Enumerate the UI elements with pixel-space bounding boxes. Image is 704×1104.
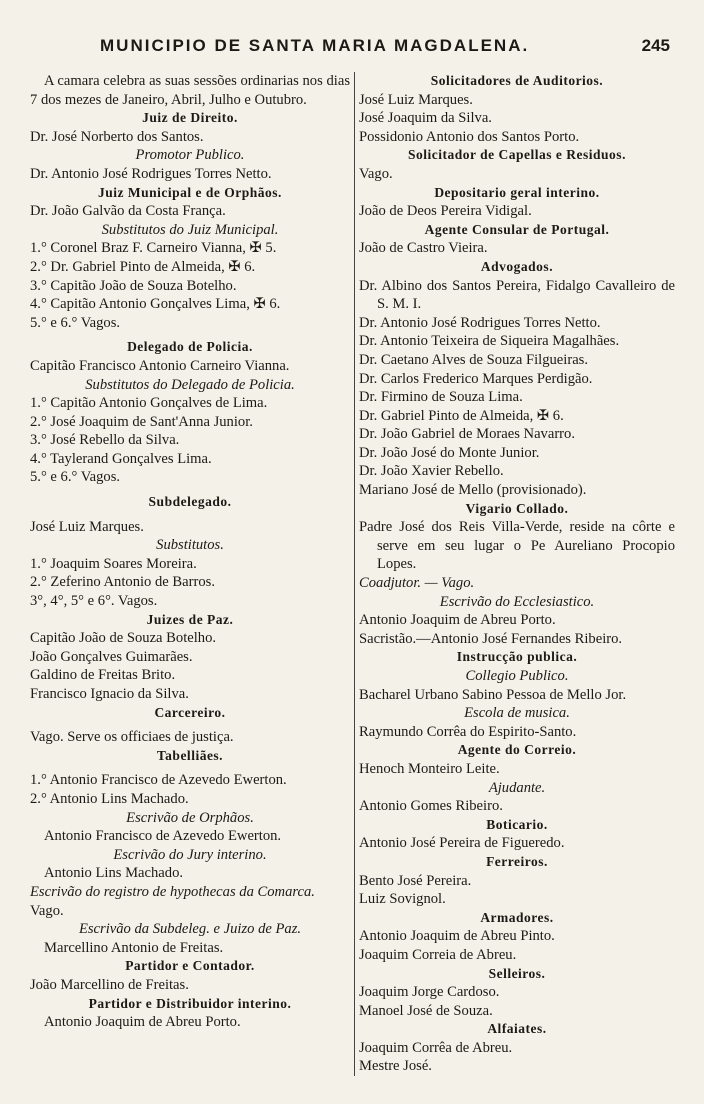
entry: Antonio Lins Machado.	[44, 865, 184, 882]
subheading: Escrivão do registro de hypothecas da Comarca.	[30, 883, 315, 900]
section-heading: Subdelegado.	[148, 494, 232, 510]
section-heading: Juiz Municipal e de Orphãos.	[98, 184, 282, 200]
entry: Raymundo Corrêa do Espirito-Santo.	[359, 723, 577, 740]
list-item: Dr. Antonio Teixeira de Siqueira Magalhães.	[359, 333, 620, 350]
list-item: 3°, 4°, 5° e 6°. Vagos.	[30, 593, 158, 610]
subheading: Escrivão da Subdeleg. e Juizo de Paz.	[78, 921, 302, 938]
list-item: 2.° Dr. Gabriel Pinto de Almeida, ✠ 6.	[30, 258, 256, 275]
list-item: Antonio Joaquim de Abreu Pinto.	[359, 928, 555, 945]
entry: Dr. Antonio José Rodrigues Torres Netto.	[30, 165, 272, 182]
section-heading: Ferreiros.	[486, 853, 548, 869]
entry: Sacristão.—Antonio José Fernandes Ribeiro.	[359, 630, 623, 647]
section-heading: Juizes de Paz.	[146, 611, 234, 627]
subheading: Substitutos.	[156, 537, 224, 554]
list-item: 5.° e 6.° Vagos.	[30, 314, 121, 331]
section-heading: Tabelliães.	[156, 747, 224, 763]
entry: Marcellino Antonio de Freitas.	[44, 939, 224, 956]
page-title: MUNICIPIO DE SANTA MARIA MAGDALENA.	[100, 36, 530, 55]
list-item: Luiz Sovignol.	[359, 891, 446, 908]
list-item: 3.° Capitão João de Souza Botelho.	[30, 277, 237, 294]
subheading: Escrivão do Ecclesiastico.	[439, 593, 595, 610]
section-heading: Selleiros.	[488, 965, 546, 981]
entry: Bacharel Urbano Sabino Pessoa de Mello Jor.	[359, 686, 627, 703]
list-item: José Joaquim da Silva.	[359, 110, 492, 127]
entry: Antonio Joaquim de Abreu Porto.	[359, 612, 556, 629]
list-item: José Luiz Marques.	[359, 91, 473, 108]
section-heading: Solicitador de Capellas e Residuos.	[408, 147, 626, 163]
entry: Dr. João Galvão da Costa França.	[30, 203, 226, 220]
left-column	[30, 72, 354, 1076]
entry: Vago.	[359, 165, 393, 182]
entry: José Luiz Marques.	[30, 518, 144, 535]
section-heading: Solicitadores de Auditorios.	[430, 73, 604, 88]
list-item: Galdino de Freitas Brito.	[30, 667, 176, 684]
entry: Capitão Francisco Antonio Carneiro Vianna.	[30, 357, 290, 374]
list-item: Dr. Albino dos Santos Pereira, Fidalgo Cavalleiro de S. M. I.	[359, 277, 675, 313]
list-item: Dr. João Gabriel de Moraes Navarro.	[359, 426, 575, 443]
section-heading: Carcereiro.	[154, 704, 226, 720]
subheading: Collegio Publico.	[465, 668, 569, 684]
list-item: Capitão João de Souza Botelho.	[30, 630, 217, 647]
list-item: 1.° Antonio Francisco de Azevedo Ewerton.	[30, 772, 287, 789]
list-item: 1.° Capitão Antonio Gonçalves de Lima.	[30, 395, 268, 412]
list-item: Joaquim Corrêa de Abreu.	[359, 1039, 513, 1056]
list-item: Dr. Firmino de Souza Lima.	[359, 389, 523, 406]
entry: João de Deos Pereira Vidigal.	[359, 203, 532, 220]
entry: Padre José dos Reis Villa-Verde, reside na côrte e serve em seu lugar o Pe Aureliano Procopio Lopes.	[359, 519, 675, 573]
entry: Antonio Francisco de Azevedo Ewerton.	[44, 828, 282, 845]
section-heading: Alfaiates.	[487, 1021, 547, 1037]
list-item: 3.° José Rebello da Silva.	[30, 432, 180, 449]
list-item: Dr. Antonio José Rodrigues Torres Netto.	[359, 314, 601, 331]
subheading: Ajudante.	[488, 779, 546, 796]
section-heading: Partidor e Contador.	[125, 958, 255, 974]
subheading: Substitutos do Juiz Municipal.	[101, 221, 279, 238]
list-item: 2.° Zeferino Antonio de Barros.	[30, 574, 215, 591]
section-heading: Juiz de Direito.	[142, 110, 238, 126]
section-heading: Agente do Correio.	[457, 742, 577, 758]
subheading: Escola de musica.	[464, 705, 570, 722]
list-item: Dr. Carlos Frederico Marques Perdigão.	[359, 370, 593, 387]
entry: Vago.	[30, 902, 64, 919]
list-item: 2.° Antonio Lins Machado.	[30, 790, 189, 807]
entry: Antonio Joaquim de Abreu Porto.	[44, 1014, 241, 1031]
list-item: Francisco Ignacio da Silva.	[30, 686, 189, 702]
section-heading: Vigario Collado.	[465, 500, 569, 516]
section-heading: Advogados.	[480, 258, 554, 274]
subheading: Escrivão de Orphãos.	[126, 809, 254, 826]
intro-paragraph: A camara celebra as suas sessões ordinarias nos dias 7 dos mezes de Janeiro, Abril, Julho e Outubro.	[30, 73, 350, 108]
list-item: 4.° Capitão Antonio Gonçalves Lima, ✠ 6.	[30, 296, 281, 313]
list-item: 1.° Coronel Braz F. Carneiro Vianna, ✠ 5.	[30, 240, 277, 257]
subheading: Substitutos do Delegado de Policia.	[85, 376, 295, 393]
entry: Dr. José Norberto dos Santos.	[30, 128, 204, 145]
list-item: Mariano José de Mello (provisionado).	[359, 482, 587, 499]
section-heading: Depositario geral interino.	[434, 184, 600, 200]
page-header	[100, 36, 670, 56]
section-heading: Partidor e Distribuidor interino.	[88, 995, 292, 1011]
entry: Henoch Monteiro Leite.	[359, 760, 500, 777]
list-item: João Gonçalves Guimarães.	[30, 648, 193, 665]
list-item: Manoel José de Souza.	[359, 1002, 493, 1019]
list-item: Dr. João José do Monte Junior.	[359, 444, 540, 461]
list-item: 4.° Taylerand Gonçalves Lima.	[30, 450, 212, 467]
list-item: Joaquim Correia de Abreu.	[359, 946, 517, 963]
entry: João de Castro Vieira.	[359, 240, 488, 257]
list-item: Dr. Gabriel Pinto de Almeida, ✠ 6.	[359, 407, 564, 424]
entry: Vago. Serve os officiaes de justiça.	[30, 729, 234, 746]
list-item: 1.° Joaquim Soares Moreira.	[30, 555, 197, 572]
section-heading: Delegado de Policia.	[127, 339, 253, 355]
entry: Antonio Gomes Ribeiro.	[359, 798, 503, 815]
entry: João Marcellino de Freitas.	[30, 976, 189, 993]
list-item: Bento José Pereira.	[359, 872, 472, 889]
list-item: Dr. João Xavier Rebello.	[359, 463, 504, 480]
section-heading: Boticario.	[486, 816, 548, 832]
section-heading: Instrucção publica.	[456, 649, 578, 665]
list-item: Mestre José.	[359, 1058, 432, 1075]
list-item: Dr. Caetano Alves de Souza Filgueiras.	[359, 351, 588, 368]
list-item: Joaquim Jorge Cardoso.	[359, 984, 500, 1001]
subheading: Promotor Publico.	[135, 147, 245, 164]
list-item: Possidonio Antonio dos Santos Porto.	[359, 128, 580, 145]
page-number: 245	[641, 36, 670, 55]
right-column	[354, 72, 675, 1076]
list-item: 2.° José Joaquim de Sant'Anna Junior.	[30, 413, 253, 430]
entry: Antonio José Pereira de Figueredo.	[359, 835, 565, 852]
entry: Coadjutor. — Vago.	[359, 575, 475, 592]
columns	[30, 72, 676, 1076]
subheading: Escrivão do Jury interino.	[113, 846, 267, 863]
list-item: 5.° e 6.° Vagos.	[30, 469, 121, 486]
section-heading: Armadores.	[480, 909, 554, 925]
section-heading: Agente Consular de Portugal.	[424, 221, 610, 237]
